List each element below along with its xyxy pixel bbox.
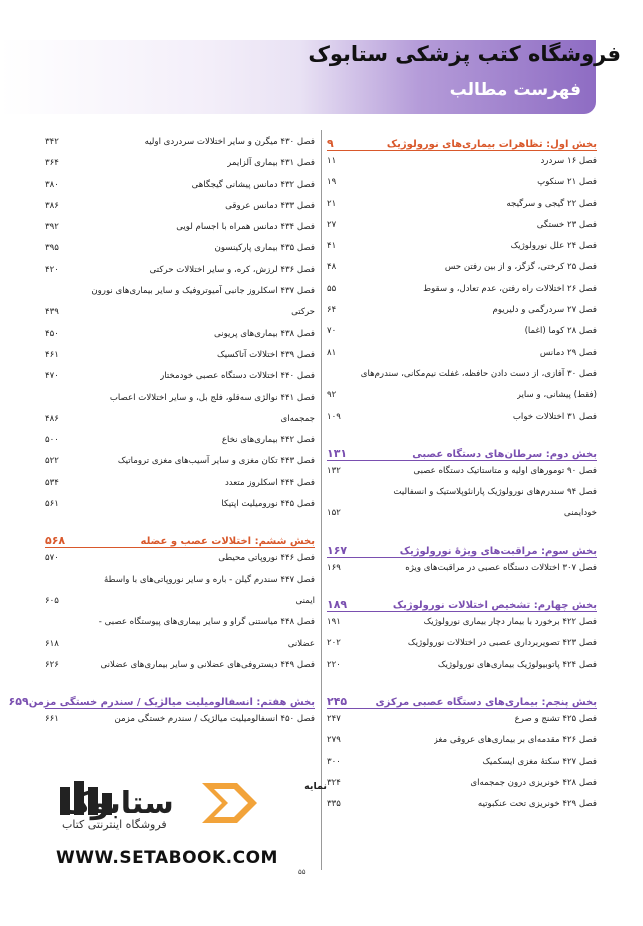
toc-entry[interactable] bbox=[45, 451, 315, 472]
entry-title: فصل ۴۲۴ پاتوبیولوژیک بیماری‌های نورولوژیک bbox=[437, 659, 597, 670]
entry-title: فصل ۲۴ علل نورولوژیک bbox=[510, 241, 597, 252]
section-title: بخش ششم: اختلالات عصب و عضله bbox=[140, 536, 315, 548]
entry-title: فصل ۴۴۵ نورومیلیت اپتیکا bbox=[221, 499, 315, 510]
entry-title: فصل ۲۸ کوما (اغما) bbox=[524, 326, 597, 337]
entry-title: فصل ۴۲۹ خونریزی تحت عنکبوتیه bbox=[477, 799, 597, 810]
toc-entry[interactable] bbox=[327, 151, 597, 172]
entry-title: فصل ۴۴۳ تکان مغزی و سایر آسیب‌های مغزی تروماتیک bbox=[117, 456, 315, 467]
toc-entry[interactable] bbox=[45, 324, 315, 345]
section-heading[interactable] bbox=[327, 690, 597, 709]
section-page: ۱۸۹ bbox=[327, 598, 348, 612]
entry-page: ۲۴۷ bbox=[327, 713, 341, 724]
toc-entry[interactable] bbox=[327, 655, 597, 676]
toc-section bbox=[327, 525, 597, 579]
section-gap bbox=[45, 676, 315, 690]
entry-page: ۵۳۴ bbox=[45, 477, 59, 488]
page-number: ۵۵ bbox=[298, 868, 306, 876]
logo-chevron-icon bbox=[202, 783, 257, 823]
entry-title: فصل ۴۴۱ نوالژی سه‌قلو، فلج بل، و سایر اختلالات اعصاب bbox=[109, 392, 315, 403]
entry-title: فصل ۳۰۷ اختلالات دستگاه عصبی در مراقبت‌های ویژه bbox=[405, 562, 597, 573]
entry-page: ۱۶۹ bbox=[327, 562, 341, 573]
toc-entry[interactable] bbox=[45, 238, 315, 259]
toc-entry[interactable] bbox=[45, 409, 315, 430]
entry-title: فصل ۴۵۰ انسفالومیلیت میالژیک / سندرم خستگی مزمن bbox=[114, 714, 315, 725]
entry-page: ۴۵۰ bbox=[45, 328, 59, 339]
entry-page: ۹۲ bbox=[327, 390, 337, 401]
entry-page: ۲۷۹ bbox=[327, 735, 341, 746]
section-heading[interactable] bbox=[327, 593, 597, 612]
toc-entry[interactable] bbox=[45, 473, 315, 494]
toc-right-column bbox=[327, 132, 597, 815]
entry-page: ۵۲۲ bbox=[45, 456, 59, 467]
entry-page: ۳۶۴ bbox=[45, 158, 59, 169]
entry-title: فصل ۴۴۴ اسکلروز متعدد bbox=[224, 477, 315, 488]
toc-entry[interactable] bbox=[327, 407, 597, 428]
entry-page bbox=[45, 388, 51, 409]
section-heading[interactable] bbox=[327, 132, 597, 151]
entry-title: فصل ۴۳۳ دمانس عروقی bbox=[225, 200, 315, 211]
section-page: ۵۶۸ bbox=[45, 534, 66, 548]
section-title: بخش سوم: مراقبت‌های ویژهٔ نورولوژیک bbox=[399, 545, 597, 557]
toc-entry[interactable] bbox=[45, 260, 315, 281]
toc-entry[interactable] bbox=[327, 364, 597, 385]
toc-entry[interactable] bbox=[45, 634, 315, 655]
toc-entry[interactable] bbox=[45, 175, 315, 196]
toc-entry[interactable] bbox=[45, 132, 315, 153]
entry-title: فصل ۹۴ سندرم‌های نورولوژیک پارانئوپلاستیک و انسفالیت bbox=[393, 487, 597, 498]
section-gap bbox=[327, 579, 597, 593]
toc-entry[interactable] bbox=[327, 215, 597, 236]
entry-title: فصل ۴۳۲ دمانس پیشانی گیجگاهی bbox=[191, 179, 315, 190]
entry-title: فصل ۲۹ دمانس bbox=[539, 347, 597, 358]
index-entry: نمایه bbox=[304, 781, 327, 792]
entry-page bbox=[327, 482, 333, 503]
entry-page: ۶۱۸ bbox=[45, 638, 59, 649]
toc-entry[interactable] bbox=[45, 281, 315, 302]
toc-entry[interactable] bbox=[327, 194, 597, 215]
entry-title: فصل ۴۳۰ میگرن و سایر اختلالات سردردی اولیه bbox=[144, 137, 315, 147]
toc-entry[interactable] bbox=[45, 612, 315, 633]
toc-section bbox=[327, 579, 597, 676]
entry-page bbox=[327, 364, 333, 385]
toc-entry[interactable] bbox=[327, 730, 597, 751]
column-divider bbox=[321, 130, 322, 870]
entry-page: ۱۹۱ bbox=[327, 617, 341, 628]
entry-page: ۳۹۵ bbox=[45, 243, 59, 254]
entry-page: ۴۸ bbox=[327, 262, 337, 273]
entry-page: ۲۰۲ bbox=[327, 638, 341, 649]
entry-title: فصل ۴۳۴ دمانس همراه با اجسام لویی bbox=[176, 222, 315, 233]
toc-entry[interactable] bbox=[45, 548, 315, 569]
entry-title: حرکتی bbox=[291, 307, 315, 318]
entry-title: فصل ۴۴۸ میاستنی گراو و سایر بیماری‌های پیوستگاه عصبی - bbox=[98, 617, 315, 628]
entry-page: ۷۰ bbox=[327, 326, 337, 337]
entry-page: ۲۷ bbox=[327, 219, 337, 230]
toc-entry[interactable] bbox=[327, 257, 597, 278]
toc-entry[interactable] bbox=[327, 300, 597, 321]
section-title: بخش دوم: سرطان‌های دستگاه عصبی bbox=[412, 448, 597, 460]
entry-title: فصل ۴۳۹ اختلالات آتاکسیک bbox=[217, 349, 315, 360]
entry-page: ۴۳۹ bbox=[45, 307, 59, 318]
section-heading[interactable] bbox=[8, 690, 315, 709]
entry-title: ایمنی bbox=[295, 595, 315, 606]
entry-page: ۶۲۶ bbox=[45, 659, 59, 670]
entry-title: فصل ۴۳۱ بیماری آلزایمر bbox=[227, 158, 315, 169]
entry-page: ۳۰۰ bbox=[327, 756, 341, 767]
toc-entry[interactable] bbox=[327, 172, 597, 193]
toc-entry[interactable] bbox=[327, 503, 597, 524]
entry-title: فصل ۴۲۶ مقدمه‌ای بر بیماری‌های عروقی مغز bbox=[433, 735, 597, 746]
logo-subtitle: فروشگاه اینترنتی کتاب bbox=[62, 818, 167, 831]
toc-section bbox=[45, 515, 315, 676]
section-gap bbox=[327, 525, 597, 539]
toc-entry[interactable] bbox=[327, 482, 597, 503]
entry-title: فصل ۹۰ تومورهای اولیه و متاستاتیک دستگاه عصبی bbox=[413, 465, 597, 476]
section-title: بخش چهارم: تشخیص اختلالات نورولوژیک bbox=[392, 600, 597, 612]
entry-page: ۵۰۰ bbox=[45, 435, 59, 446]
section-heading[interactable] bbox=[45, 529, 315, 548]
entry-title: فصل ۲۶ اختلالات راه رفتن، عدم تعادل، و سقوط bbox=[423, 283, 597, 294]
entry-title: فصل ۴۳۵ بیماری پارکینسون bbox=[214, 243, 315, 254]
entry-page: ۱۳۲ bbox=[327, 465, 341, 476]
logo-name: ستابوک bbox=[60, 786, 174, 821]
entry-page: ۶۴ bbox=[327, 305, 337, 316]
entry-title: فصل ۴۲۳ تصویربرداری عصبی در اختلالات نورولوژیک bbox=[407, 638, 597, 649]
section-gap bbox=[45, 515, 315, 529]
entry-page: ۳۴۲ bbox=[45, 137, 59, 147]
entry-title: فصل ۱۶ سردرد bbox=[540, 156, 597, 166]
entry-title: فصل ۴۴۷ سندرم گیلن - باره و سایر نوروپاتی‌های با واسطهٔ bbox=[104, 574, 315, 585]
toc-entry[interactable] bbox=[327, 236, 597, 257]
entry-title: فصل ۲۱ سنکوپ bbox=[537, 177, 597, 188]
toc-entry[interactable] bbox=[45, 196, 315, 217]
store-title: فروشگاه کتب پزشکی ستابوک bbox=[308, 42, 621, 66]
entry-page: ۴۷۰ bbox=[45, 371, 59, 382]
toc-entry[interactable] bbox=[327, 343, 597, 364]
entry-title: فصل ۴۴۶ نوروپاتی محیطی bbox=[218, 553, 315, 564]
toc-entry[interactable] bbox=[327, 612, 597, 633]
toc-section bbox=[327, 428, 597, 525]
entry-page: ۶۶۱ bbox=[45, 714, 59, 725]
toc-entry[interactable] bbox=[45, 570, 315, 591]
toc-entry[interactable] bbox=[45, 494, 315, 515]
section-page: ۶۵۹ bbox=[8, 695, 29, 709]
entry-title: فصل ۴۴۹ دیستروفی‌های عضلانی و سایر بیماری‌های عضلانی bbox=[100, 659, 315, 670]
toc-entry[interactable] bbox=[327, 633, 597, 654]
entry-page: ۳۲۴ bbox=[327, 777, 341, 788]
entry-page bbox=[45, 570, 51, 591]
entry-page: ۲۲۰ bbox=[327, 659, 341, 670]
entry-page: ۳۸۶ bbox=[45, 200, 59, 211]
entry-title: فصل ۴۲۸ خونریزی درون جمجمه‌ای bbox=[470, 777, 597, 788]
toc-section bbox=[45, 132, 315, 515]
entry-page: ۳۹۲ bbox=[45, 222, 59, 233]
entry-title: فصل ۴۳۶ لرزش، کره، و سایر اختلالات حرکتی bbox=[149, 264, 315, 275]
entry-page: ۱۱ bbox=[327, 156, 337, 166]
toc-entry[interactable] bbox=[327, 385, 597, 406]
entry-page: ۴۸۶ bbox=[45, 413, 59, 424]
entry-title: عضلانی bbox=[287, 638, 315, 649]
entry-title: فصل ۴۴۰ اختلالات دستگاه عصبی خودمختار bbox=[160, 371, 315, 382]
entry-page: ۴۶۱ bbox=[45, 349, 59, 360]
entry-page: ۶۰۵ bbox=[45, 595, 59, 606]
entry-page: ۲۱ bbox=[327, 198, 337, 209]
entry-page: ۴۲۰ bbox=[45, 264, 59, 275]
entry-title: فصل ۴۴۲ بیماری‌های نخاع bbox=[221, 435, 315, 446]
entry-page: ۸۱ bbox=[327, 347, 337, 358]
entry-title: فصل ۲۳ خستگی bbox=[536, 219, 597, 230]
toc-entry[interactable] bbox=[327, 794, 597, 815]
section-page: ۹ bbox=[327, 137, 334, 150]
entry-title: فصل ۳۰ آفازی، از دست دادن حافظه، غفلت نیم‌مکانی، سندرم‌های bbox=[360, 368, 597, 379]
entry-title: جمجمه‌ای bbox=[280, 413, 315, 424]
toc-entry[interactable] bbox=[327, 279, 597, 300]
entry-title: فصل ۴۲۲ برخورد با بیمار دچار بیماری نورولوژیک bbox=[423, 617, 597, 628]
toc-entry[interactable] bbox=[327, 773, 597, 794]
section-heading[interactable] bbox=[327, 539, 597, 558]
toc-entry[interactable] bbox=[45, 388, 315, 409]
toc-entry[interactable] bbox=[327, 461, 597, 482]
section-title: بخش هفتم: انسفالومیلیت میالژیک / سندرم خستگی مزمن bbox=[28, 697, 315, 709]
toc-entry[interactable] bbox=[45, 345, 315, 366]
section-page: ۱۶۷ bbox=[327, 543, 348, 557]
entry-page bbox=[45, 281, 51, 302]
website-url[interactable]: WWW.SETABOOK.COM bbox=[56, 848, 278, 868]
toc-entry[interactable] bbox=[327, 709, 597, 730]
toc-entry[interactable] bbox=[45, 217, 315, 238]
toc-entry[interactable] bbox=[327, 558, 597, 579]
entry-title: خودایمنی bbox=[563, 508, 597, 519]
entry-title: فصل ۴۳۷ اسکلروز جانبی آمیوتروفیک و سایر بیماری‌های نورون bbox=[91, 286, 315, 297]
entry-page: ۳۸۰ bbox=[45, 179, 59, 190]
entry-page: ۵۶۱ bbox=[45, 499, 59, 510]
toc-entry[interactable] bbox=[45, 591, 315, 612]
entry-page: ۵۷۰ bbox=[45, 553, 59, 564]
toc-entry[interactable] bbox=[45, 366, 315, 387]
section-gap bbox=[327, 676, 597, 690]
entry-title: فصل ۴۲۵ تشنج و صرع bbox=[514, 713, 597, 724]
toc-entry[interactable] bbox=[45, 302, 315, 323]
toc-entry[interactable] bbox=[327, 321, 597, 342]
section-gap bbox=[327, 428, 597, 442]
entry-title: فصل ۴۲۷ سکتهٔ مغزی ایسکمیک bbox=[482, 756, 597, 767]
entry-page: ۱۰۹ bbox=[327, 411, 341, 422]
entry-page: ۱۹ bbox=[327, 177, 337, 188]
toc-entry[interactable] bbox=[45, 153, 315, 174]
toc-title: فهرست مطالب bbox=[449, 80, 581, 100]
entry-title: (فقط) پیشانی، و سایر bbox=[516, 390, 597, 401]
entry-title: فصل ۲۷ سردرگمی و دلیریوم bbox=[492, 305, 597, 316]
entry-page bbox=[45, 612, 51, 633]
toc-section bbox=[8, 676, 315, 730]
entry-page: ۵۵ bbox=[327, 283, 337, 294]
entry-title: فصل ۲۵ کرختی، گزگز، و از بین رفتن حس bbox=[444, 262, 597, 273]
toc-section bbox=[327, 676, 597, 815]
toc-entry[interactable] bbox=[45, 655, 315, 676]
section-page: ۱۳۱ bbox=[327, 446, 348, 460]
section-title: بخش اول: تظاهرات بیماری‌های نورولوژیک bbox=[386, 139, 597, 150]
toc-entry[interactable] bbox=[327, 752, 597, 773]
section-title: بخش پنجم: بیماری‌های دستگاه عصبی مرکزی bbox=[375, 696, 597, 708]
toc-entry[interactable] bbox=[45, 430, 315, 451]
toc-section bbox=[327, 132, 597, 428]
toc-left-column bbox=[8, 132, 315, 730]
entry-title: فصل ۲۲ گیجی و سرگیجه bbox=[506, 198, 597, 209]
section-page: ۲۴۵ bbox=[327, 694, 348, 708]
entry-page: ۳۳۵ bbox=[327, 799, 341, 810]
entry-title: فصل ۳۱ اختلالات خواب bbox=[512, 411, 597, 422]
section-heading[interactable] bbox=[327, 442, 597, 461]
entry-page: ۴۱ bbox=[327, 241, 337, 252]
entry-title: فصل ۴۳۸ بیماری‌های پریونی bbox=[214, 328, 315, 339]
entry-page: ۱۵۲ bbox=[327, 508, 341, 519]
header-banner-fade bbox=[0, 40, 300, 114]
toc-entry[interactable] bbox=[45, 709, 315, 730]
